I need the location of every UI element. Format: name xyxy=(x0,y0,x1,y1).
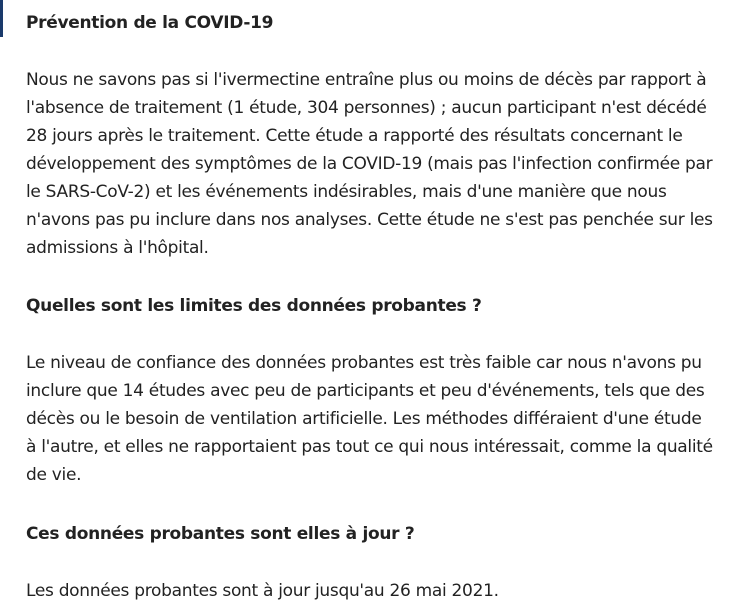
section-heading-limits: Quelles sont les limites des données probantes ? xyxy=(26,296,482,316)
section-body-prevention: Nous ne savons pas si l'ivermectine entraîne plus ou moins de décès par rapport à l'absence de traitement (1 étude, 304 personnes) ; aucun participant n'est décédé 28 jours après le traitement. Cette étude a rapporté des résultats concernant le développement des symptômes de la COVID-19 (mais pas l'infection confirmée par le SARS-CoV-2) et les événements indésirables, mais d'une manière que nous n'avons pas pu inclure dans nos analyses. Cette étude ne s'est pas penchée sur les admissions à l'hôpital. xyxy=(26,70,713,258)
left-accent-bar xyxy=(0,0,3,37)
section-heading-prevention: Prévention de la COVID-19 xyxy=(26,13,274,33)
section-body-limits: Le niveau de confiance des données probantes est très faible car nous n'avons pu inclure que 14 études avec peu de participants et peu d'événements, tels que des décès ou le besoin de ventilation artificielle. Les méthodes différaient d'une étude à l'autre, et elles ne rapportaient pas tout ce qui nous intéressait, comme la qualité de vie. xyxy=(26,353,713,485)
section-heading-up-to-date: Ces données probantes sont elles à jour ? xyxy=(26,524,415,544)
section-body-up-to-date: Les données probantes sont à jour jusqu'au 26 mai 2021. xyxy=(26,581,499,601)
